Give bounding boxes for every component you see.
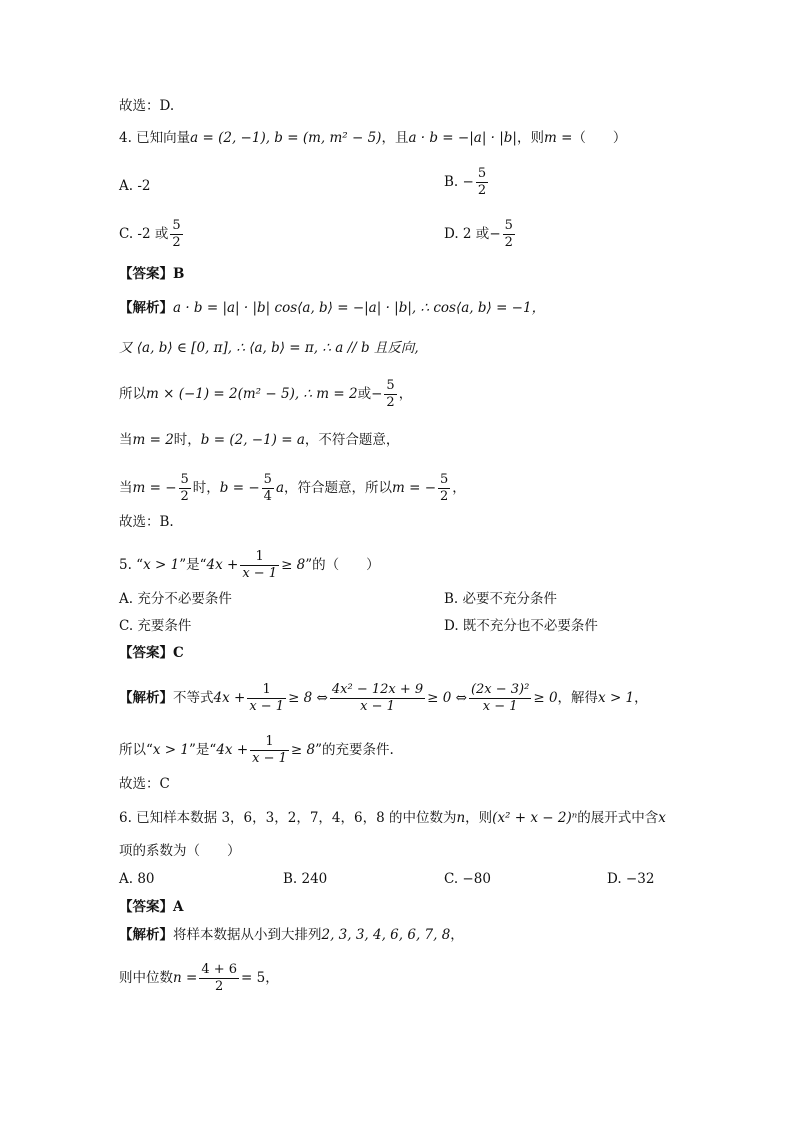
- q4-explanation-3: 所以m × (−1) = 2(m² − 5), ∴ m = 2或− $\frac{5}{2}$ ，: [119, 378, 413, 410]
- q6-option-b: B. 240: [283, 871, 328, 887]
- q5-option-d: D. 既不充分也不必要条件: [444, 618, 598, 634]
- q5-answer: 【答案】C: [119, 645, 184, 661]
- q4-explanation-2: 又 ⟨a, b⟩ ∈ [0, π], ∴ ⟨a, b⟩ = π, ∴ a // b 且反向,: [119, 340, 419, 356]
- q5-explanation-1: 【解析】不等式4x + $\frac{1}{x - 1}$ ≥ 8 ⇔ $\frac{\text{4x² − 12x + 9}}{x - 1}$ ≥ 0 ⇔ $\frac{\text{(2x − 3)²}}{x - 1}$ ≥ 0，解得x > 1，: [119, 682, 648, 714]
- q6-explanation-1: 【解析】将样本数据从小到大排列2, 3, 3, 4, 6, 6, 7, 8，: [119, 927, 464, 943]
- q6-answer: 【答案】A: [119, 899, 184, 915]
- q4-option-a: A. -2: [119, 178, 151, 194]
- q6-option-a: A. 80: [119, 871, 155, 887]
- q6-option-c: C. −80: [444, 871, 491, 887]
- q4-option-c: C. -2 或 $\frac{5}{2}$: [119, 218, 181, 250]
- q4-conclusion: 故选：B.: [119, 514, 174, 530]
- q5-option-b: B. 必要不充分条件: [444, 591, 558, 607]
- q6-stem-2: 项的系数为（ ）: [119, 843, 241, 859]
- q4-answer: 【答案】B: [119, 266, 185, 282]
- q4-explanation-1: 【解析】a · b = |a| · |b| cos⟨a, b⟩ = −|a| · |b|, ∴ cos⟨a, b⟩ = −1，: [119, 300, 546, 316]
- q5-stem: 5. “x > 1”是“4x + $\frac{1}{x - 1}$ ≥ 8”的（ ）: [119, 549, 380, 581]
- q6-stem-1: 6. 已知样本数据 3，6，3，2，7，4，6，8 的中位数为n，则(x² + x − 2)ⁿ的展开式中含x: [119, 810, 666, 826]
- q5-conclusion: 故选：C: [119, 776, 170, 792]
- q5-option-a: A. 充分不必要条件: [119, 591, 232, 607]
- line-conclusion-prev: 故选：D.: [119, 98, 175, 114]
- q4-explanation-4: 当m = 2时，b = (2, −1) = a，不符合题意，: [119, 432, 400, 448]
- q4-stem: 4. 已知向量a = (2, −1), b = (m, m² − 5)，且a · b = −|a| · |b|，则m =（ ）: [119, 130, 627, 146]
- q6-option-d: D. −32: [607, 871, 655, 887]
- q4-explanation-5: 当m = − $\frac{5}{2}$ 时，b = − $\frac{5}{4}$ a，符合题意，所以m = − $\frac{5}{2}$ ，: [119, 472, 466, 504]
- q4-option-b: B. − $\frac{5}{2}$: [444, 166, 487, 198]
- q6-explanation-2: 则中位数n = $\frac{4 + 6}{2}$ = 5，: [119, 962, 279, 994]
- q4-option-d: D. 2 或− $\frac{5}{2}$: [444, 218, 513, 250]
- q5-option-c: C. 充要条件: [119, 618, 192, 634]
- q5-explanation-2: 所以“x > 1”是“4x + $\frac{1}{x - 1}$ ≥ 8”的充要条件.: [119, 734, 394, 766]
